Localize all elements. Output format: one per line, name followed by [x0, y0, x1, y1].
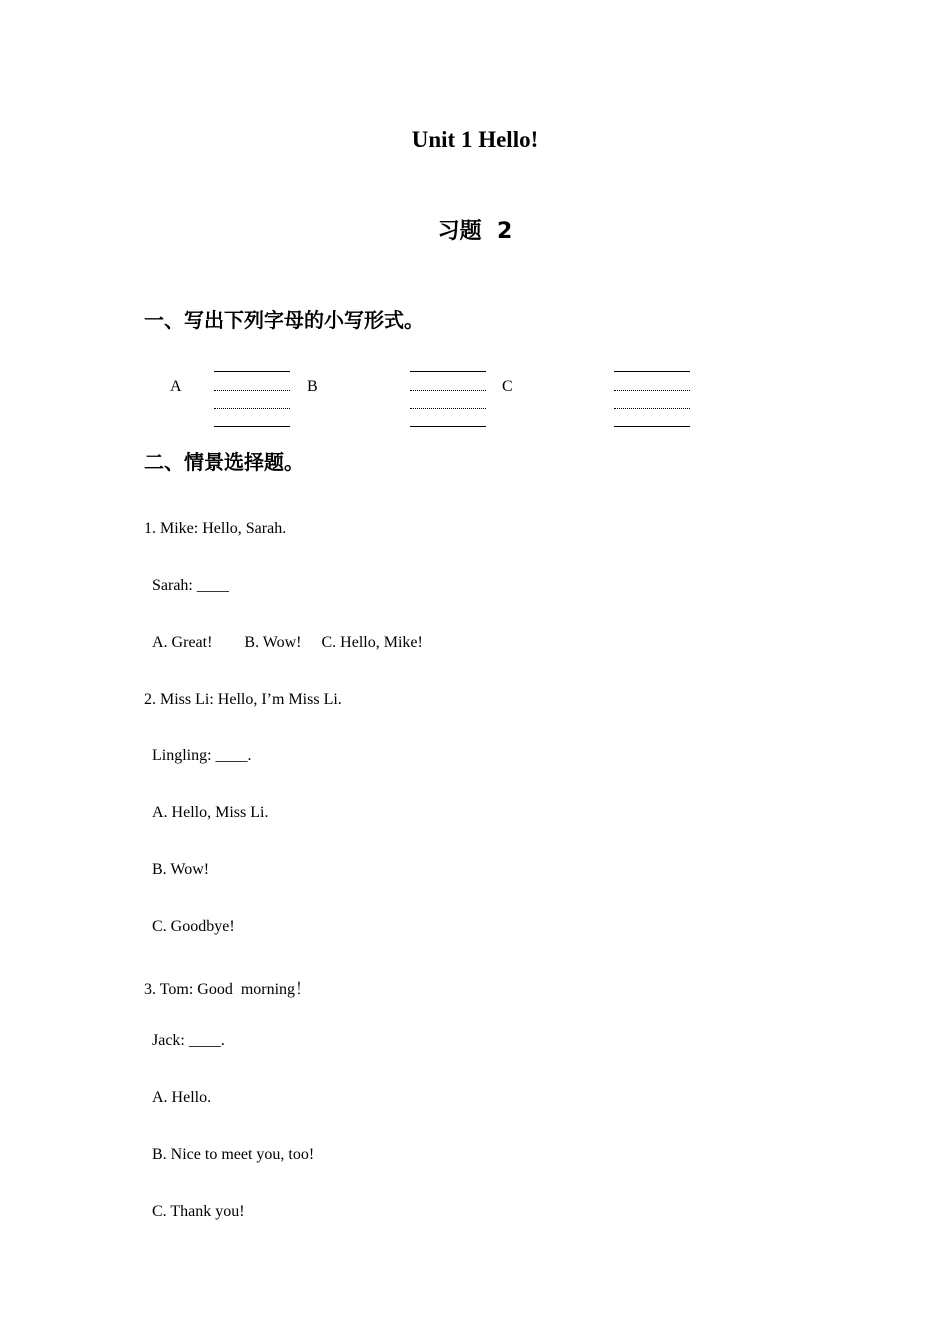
question-2-response: Lingling: ____. — [152, 747, 252, 764]
letter-c: C — [502, 378, 513, 395]
section-2-heading: 二、情景选择题。 — [144, 450, 304, 474]
letter-b: B — [307, 378, 318, 395]
question-1-options: A. Great! B. Wow! C. Hello, Mike! — [152, 634, 423, 651]
question-2-option-a: A. Hello, Miss Li. — [152, 804, 269, 821]
letter-a: A — [170, 378, 182, 395]
writing-lines-c[interactable] — [614, 371, 690, 427]
writing-lines-b[interactable] — [410, 371, 486, 427]
question-2-prompt: 2. Miss Li: Hello, I’m Miss Li. — [144, 691, 342, 708]
question-3-option-b: B. Nice to meet you, too! — [152, 1146, 315, 1163]
exercise-subtitle: 习题 2 — [437, 219, 513, 244]
question-2-option-c: C. Goodbye! — [152, 918, 235, 935]
question-2-option-b: B. Wow! — [152, 861, 210, 878]
section-1-heading: 一、写出下列字母的小写形式。 — [144, 308, 424, 332]
page-title: Unit 1 Hello! — [411, 127, 539, 152]
question-3-option-c: C. Thank you! — [152, 1203, 245, 1220]
question-3-prompt: 3. Tom: Good morning！ — [144, 981, 312, 998]
writing-lines-a[interactable] — [214, 371, 290, 427]
question-1-response: Sarah: ____ — [152, 577, 229, 594]
question-3-response: Jack: ____. — [152, 1032, 225, 1049]
question-1-prompt: 1. Mike: Hello, Sarah. — [144, 520, 287, 537]
question-3-option-a: A. Hello. — [152, 1089, 212, 1106]
